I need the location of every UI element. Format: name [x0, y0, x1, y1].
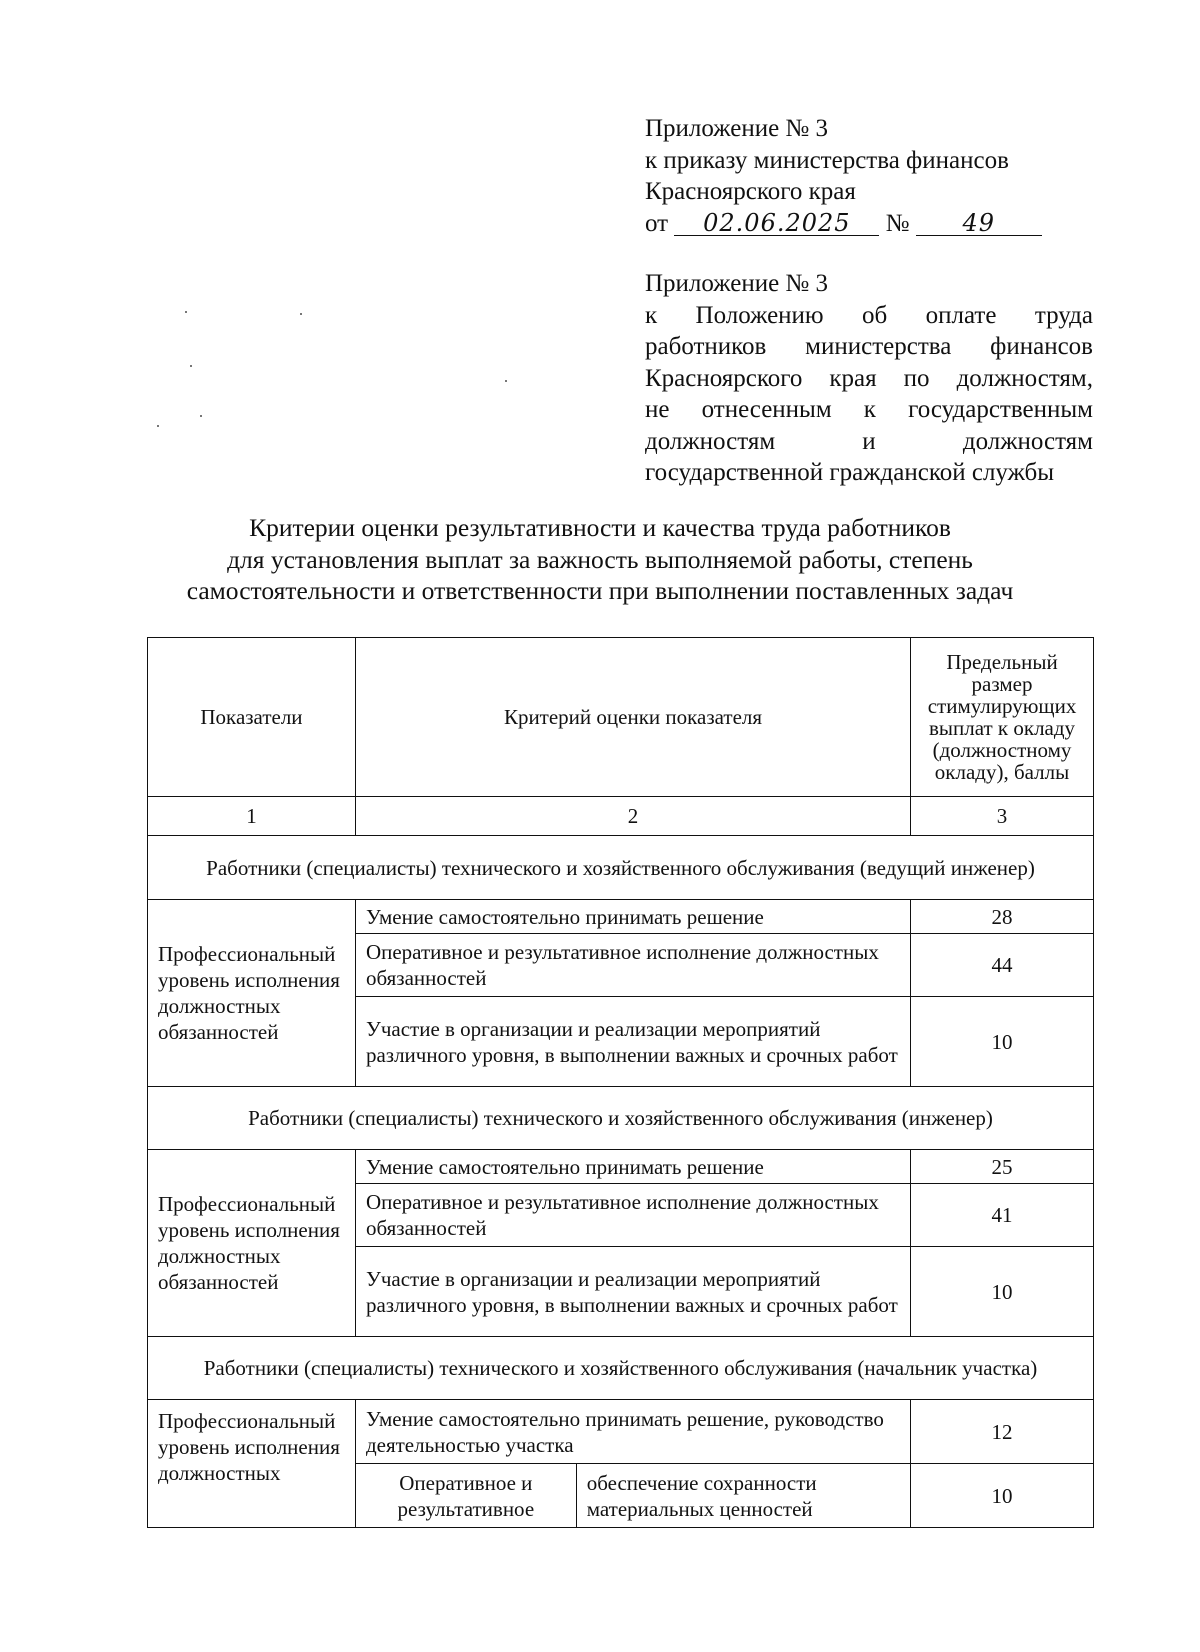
document-title [0, 512, 1200, 607]
header1-line-2: к приказу министерства финансов [645, 146, 1009, 174]
section-row [148, 836, 1094, 900]
header-max-points: Предельный размер стимулирующих выплат к окладу (должностному окладу), баллы [911, 638, 1094, 797]
scan-speck [190, 365, 192, 367]
order-appendix-header [645, 113, 1093, 239]
scan-speck [300, 313, 302, 315]
table-header-row [148, 638, 1094, 797]
table-row [148, 1400, 1094, 1464]
criterion-cell: Участие в организации и реализации мероприятий различного уровня, в выполнении важных и срочных работ [355, 997, 910, 1087]
points-cell: 41 [911, 1184, 1094, 1247]
criterion-cell: Участие в организации и реализации мероприятий различного уровня, в выполнении важных и срочных работ [355, 1247, 910, 1337]
header2-line-3: работников министерства финансов [645, 333, 1093, 360]
number-prefix: № [885, 209, 910, 237]
header1-line-3: Красноярского края [645, 178, 856, 205]
header-indicators: Показатели [148, 638, 356, 797]
header2-line-4: Красноярского края по должностям, [645, 364, 1093, 392]
table-row [148, 900, 1094, 934]
indicator-cell: Профессиональный уровень исполнения должностных обязанностей [148, 900, 356, 1087]
scan-speck [157, 425, 159, 427]
column-number-3: 3 [911, 797, 1094, 836]
header2-line-2: к Положению об оплате труда [645, 301, 1093, 329]
scan-speck [185, 311, 187, 313]
column-number-1: 1 [148, 797, 356, 836]
points-cell: 25 [911, 1150, 1094, 1184]
criterion-cell: Оперативное и результативное исполнение должностных обязанностей [355, 1184, 910, 1247]
points-cell: 44 [911, 934, 1094, 997]
criterion-cell: Оперативное и результативное [355, 1464, 576, 1528]
points-cell: 12 [911, 1400, 1094, 1464]
handwritten-number: 49 [916, 211, 1042, 236]
header-criterion: Критерий оценки показателя [355, 638, 910, 797]
points-cell: 10 [911, 1464, 1094, 1528]
header1-date-line [645, 208, 1093, 240]
subcriterion-cell: обеспечение сохранности материальных ценностей [576, 1464, 910, 1528]
header2-line-1: Приложение № 3 [645, 270, 829, 297]
criteria-table [147, 637, 1094, 1528]
header2-line-6: должностям и должностям [645, 427, 1093, 455]
scan-speck [200, 415, 202, 417]
header2-line-7: государственной гражданской службы [645, 459, 1055, 486]
handwritten-date: 02.06.2025 [674, 211, 879, 236]
criterion-cell: Умение самостоятельно принимать решение [355, 1150, 910, 1184]
criterion-cell: Умение самостоятельно принимать решение [355, 900, 910, 934]
title-line-1: Критерии оценки результативности и качества труда работников [249, 513, 951, 542]
section-title-engineer: Работники (специалисты) технического и хозяйственного обслуживания (инженер) [148, 1087, 1094, 1150]
points-cell: 28 [911, 900, 1094, 934]
header2-line-5: не отнесенным к государственным [645, 396, 1093, 423]
indicator-cell: Профессиональный уровень исполнения должностных [148, 1400, 356, 1528]
column-number-row [148, 797, 1094, 836]
section-title-lead-engineer: Работники (специалисты) технического и хозяйственного обслуживания (ведущий инженер) [148, 836, 1094, 900]
title-line-2: для установления выплат за важность выполняемой работы, степень [227, 544, 973, 574]
date-prefix: от [645, 209, 669, 237]
indicator-cell: Профессиональный уровень исполнения должностных обязанностей [148, 1150, 356, 1337]
section-row [148, 1337, 1094, 1400]
column-number-2: 2 [355, 797, 910, 836]
criterion-cell: Умение самостоятельно принимать решение, руководство деятельностью участка [355, 1400, 910, 1464]
scan-speck [505, 380, 507, 382]
section-title-site-chief: Работники (специалисты) технического и хозяйственного обслуживания (начальник участка) [148, 1337, 1094, 1400]
criterion-cell: Оперативное и результативное исполнение должностных обязанностей [355, 934, 910, 997]
table-row [148, 1150, 1094, 1184]
points-cell: 10 [911, 997, 1094, 1087]
regulation-appendix-header [645, 268, 1093, 489]
title-line-3: самостоятельности и ответственности при выполнении поставленных задач [186, 576, 1014, 605]
header1-line-1: Приложение № 3 [645, 115, 829, 142]
points-cell: 10 [911, 1247, 1094, 1337]
section-row [148, 1087, 1094, 1150]
